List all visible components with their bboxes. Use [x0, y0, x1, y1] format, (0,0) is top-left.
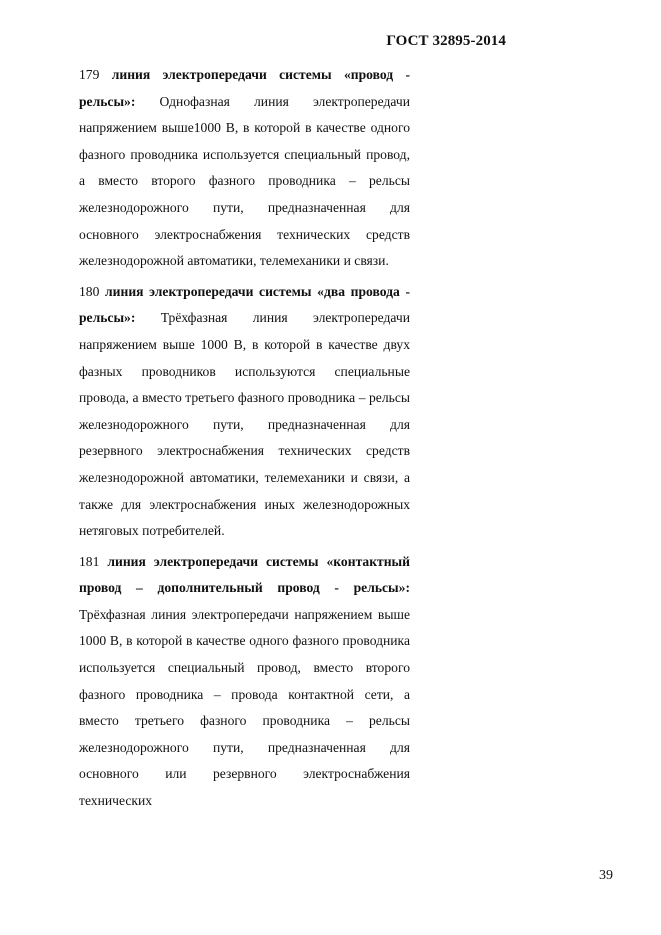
page-number: 39: [599, 868, 613, 883]
term-definition: Трёхфазная линия электропередачи напряжением выше 1000 В, в которой в качестве двух фазных проводников используются специальные провода, а вместо третьего фазного проводника – рельсы железнодорожного пути, предназначенная для резервного электроснабжения технических средств железнодорожной автоматики, телемеханики и связи, а также для электроснабжения иных железнодорожных нетяговых потребителей.: [79, 310, 410, 539]
term-number: 179: [79, 67, 100, 82]
term-entry-180: [79, 279, 410, 545]
term-number: 180: [79, 283, 100, 299]
term-name: линия электропередачи системы «контактный провод – дополнительный провод - рельсы»:: [79, 553, 410, 596]
term-entry-179: [79, 62, 410, 275]
term-name: линия электропередачи системы «два провода - рельсы»:: [79, 283, 410, 326]
term-entry-181: [79, 549, 410, 815]
document-code: ГОСТ 32895-2014: [386, 33, 506, 49]
term-definition: Трёхфазная линия электропередачи напряжением выше 1000 В, в которой в качестве одного фазного проводника используется специальный провод, вместо второго фазного проводника – провода контактной сети, а вместо третьего фазного проводника – рельсы железнодорожного пути, предназначенная для основного или резервного электроснабжения технических: [79, 606, 410, 809]
term-definition: Однофазная линия электропередачи напряжением выше1000 В, в которой в качестве одного фазного проводника используется специальный провод, а вместо второго фазного проводника – рельсы железнодорожного пути, предназначенная для основного электроснабжения технических средств железнодорожной автоматики, телемеханики и связи.: [79, 93, 410, 269]
terms-list: [79, 62, 410, 819]
term-number: 181: [79, 553, 100, 569]
term-name: линия электропередачи системы «провод - рельсы»:: [79, 67, 410, 109]
